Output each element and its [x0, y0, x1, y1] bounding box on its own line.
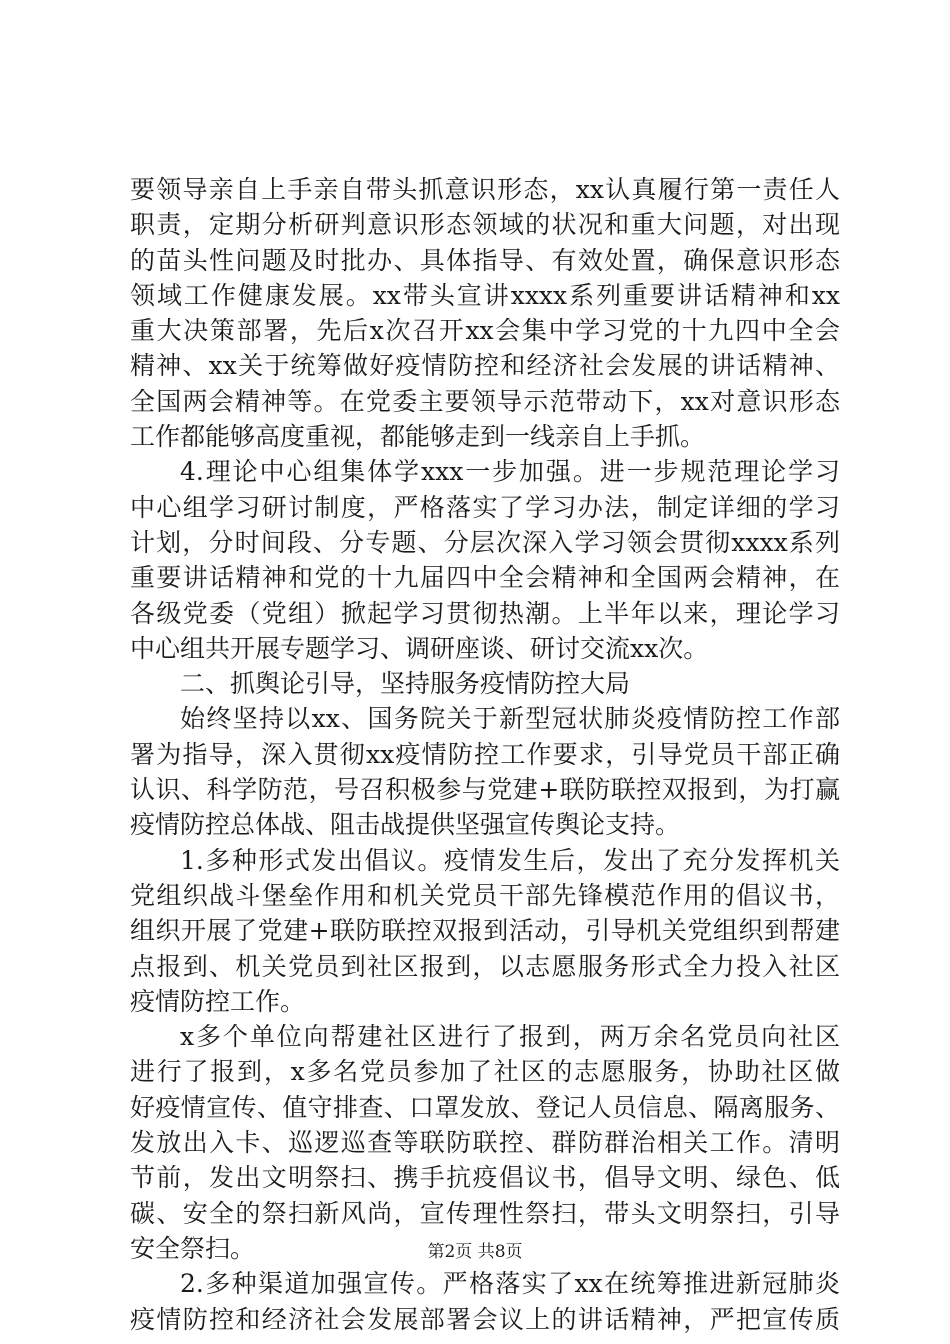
text-line: 二、抓舆论引导，坚持服务疫情防控大局 [180, 669, 631, 699]
text-line: 全国两会精神等。在党委主要领导示范带动下，xx对意识形态 [130, 386, 840, 416]
text-line: 重要讲话精神和党的十九届四中全会精神和全国两会精神，在 [130, 563, 840, 593]
text-line: 组织开展了党建+联防联控双报到活动，引导机关党组织到帮建 [130, 916, 840, 946]
text-line: 发放出入卡、巡逻巡查等联防联控、群防群治相关工作。清明 [130, 1128, 840, 1158]
text-line: 各级党委（党组）掀起学习贯彻热潮。上半年以来，理论学习 [130, 598, 840, 628]
text-line: 疫情防控和经济社会发展部署会议上的讲话精神，严把宣传质 [130, 1304, 840, 1334]
text-line: 碳、安全的祭扫新风尚，宣传理性祭扫，带头文明祭扫，引导 [130, 1198, 840, 1228]
text-line: 进行了报到，x多名党员参加了社区的志愿服务，协助社区做 [130, 1057, 840, 1087]
text-line: 1.多种形式发出倡议。疫情发生后，发出了充分发挥机关 [180, 845, 840, 875]
text-line: 安全祭扫。 [130, 1233, 256, 1263]
text-line: x多个单位向帮建社区进行了报到，两万余名党员向社区 [180, 1022, 840, 1052]
text-line: 职责，定期分析研判意识形态领域的状况和重大问题，对出现 [130, 210, 840, 240]
text-line: 精神、xx关于统筹做好疫情防控和经济社会发展的讲话精神、 [130, 351, 840, 381]
text-line: 认识、科学防范，号召积极参与党建+联防联控双报到，为打赢 [130, 775, 840, 805]
text-line: 计划，分时间段、分专题、分层次深入学习领会贯彻xxxx系列 [130, 527, 840, 557]
page-footer: 第2页 共8页 [427, 1242, 523, 1262]
text-line: 署为指导，深入贯彻xx疫情防控工作要求，引导党员干部正确 [130, 739, 840, 769]
document-body [130, 172, 840, 1337]
text-line: 疫情防控总体战、阻击战提供坚强宣传舆论支持。 [130, 810, 681, 840]
text-line: 中心组学习研讨制度，严格落实了学习办法，制定详细的学习 [130, 492, 840, 522]
text-line: 中心组共开展专题学习、调研座谈、研讨交流xx次。 [130, 633, 709, 663]
text-line: 党组织战斗堡垒作用和机关党员干部先锋模范作用的倡议书， [130, 880, 840, 910]
text-line: 的苗头性问题及时批办、具体指导、有效处置，确保意识形态 [130, 245, 840, 275]
text-line: 领域工作健康发展。xx带头宣讲xxxx系列重要讲话精神和xx [130, 280, 840, 310]
text-line: 点报到、机关党员到社区报到，以志愿服务形式全力投入社区 [130, 951, 840, 981]
text-line: 始终坚持以xx、国务院关于新型冠状肺炎疫情防控工作部 [180, 704, 840, 734]
text-line: 重大决策部署，先后x次召开xx会集中学习党的十九四中全会 [130, 316, 840, 346]
text-line: 4.理论中心组集体学xxx一步加强。进一步规范理论学习 [180, 457, 840, 487]
text-line: 疫情防控工作。 [130, 986, 306, 1016]
text-line: 工作都能够高度重视，都能够走到一线亲自上手抓。 [130, 422, 706, 452]
text-line: 要领导亲自上手亲自带头抓意识形态，xx认真履行第一责任人 [130, 175, 840, 204]
text-line: 节前，发出文明祭扫、携手抗疫倡议书，倡导文明、绿色、低 [130, 1163, 840, 1193]
text-line: 好疫情宣传、值守排查、口罩发放、登记人员信息、隔离服务、 [130, 1092, 840, 1122]
text-line: 2.多种渠道加强宣传。严格落实了xx在统筹推进新冠肺炎 [180, 1269, 840, 1299]
